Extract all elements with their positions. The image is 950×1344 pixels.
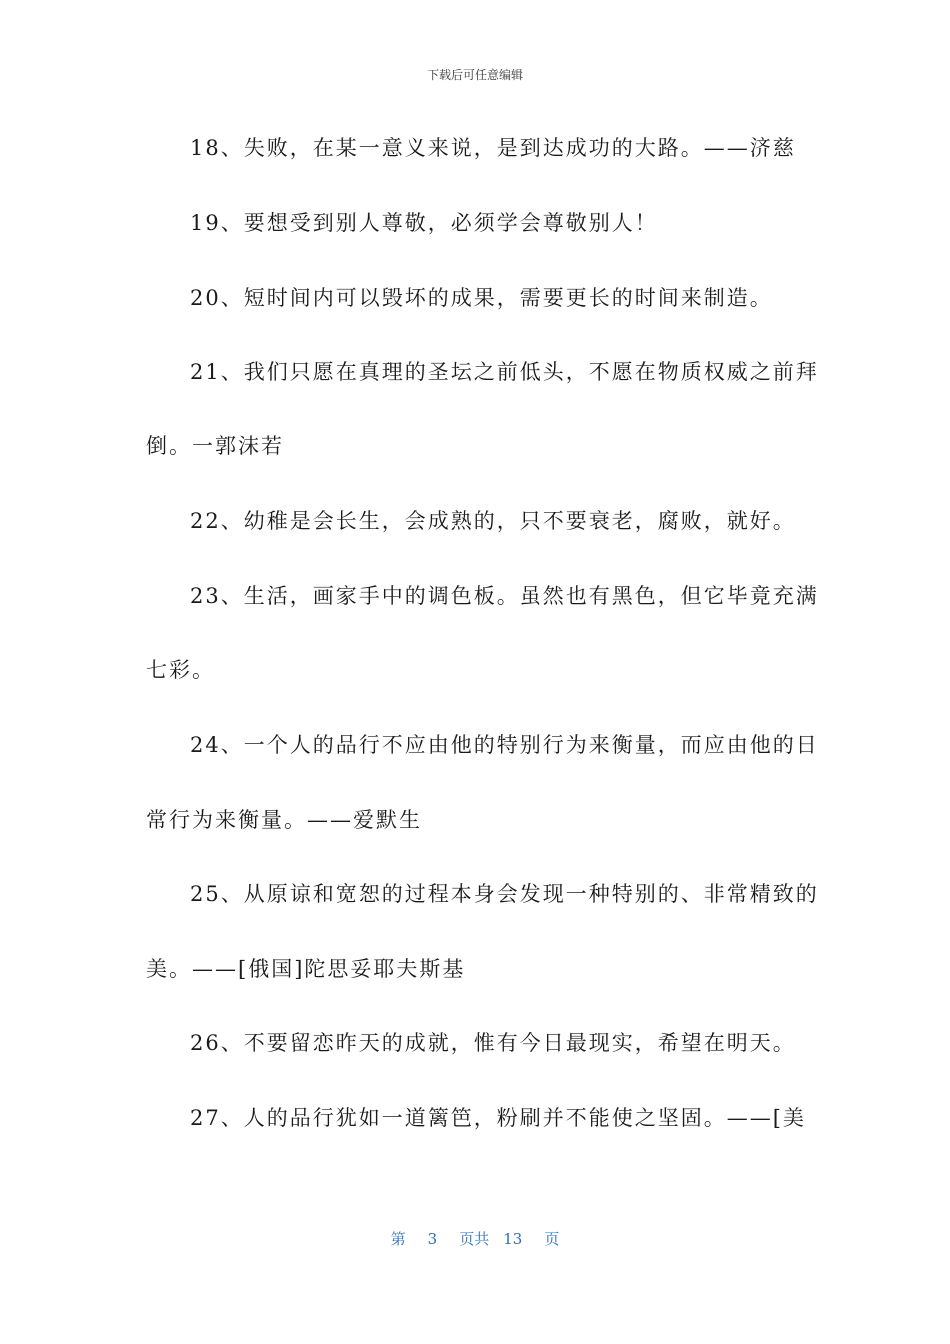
quote-line: 24、一个人的品行不应由他的特别行为来衡量，而应由他的日 — [190, 733, 819, 757]
quote-line: 20、短时间内可以毁坏的成果，需要更长的时间来制造。 — [190, 286, 773, 310]
quote-line: 19、要想受到别人尊敬，必须学会尊敬别人！ — [190, 211, 658, 235]
quote-line-continuation: 常行为来衡量。——爱默生 — [146, 808, 422, 832]
quote-line: 21、我们只愿在真理的圣坛之前低头，不愿在物质权威之前拜 — [190, 360, 819, 384]
page-label-suffix: 页 — [544, 1230, 560, 1248]
current-page-number: 3 — [427, 1230, 438, 1248]
quote-line: 23、生活，画家手中的调色板。虽然也有黑色，但它毕竟充满 — [190, 584, 819, 608]
quote-line: 25、从原谅和宽恕的过程本身会发现一种特别的、非常精致的 — [190, 882, 819, 906]
page-footer — [0, 1228, 950, 1249]
quote-line: 22、幼稚是会长生，会成熟的，只不要衰老，腐败，就好。 — [190, 509, 796, 533]
quote-line: 18、失败，在某一意义来说，是到达成功的大路。——济慈 — [190, 136, 796, 160]
quote-line: 26、不要留恋昨天的成就，惟有今日最现实，希望在明天。 — [190, 1031, 796, 1055]
page-label-mid: 页共 — [459, 1230, 490, 1248]
quote-line-continuation: 美。——[俄国]陀思妥耶夫斯基 — [146, 957, 466, 981]
page-label-prefix: 第 — [390, 1230, 406, 1248]
quote-line: 27、人的品行犹如一道篱笆，粉刷并不能使之坚固。——[美 — [190, 1106, 806, 1130]
quote-line-continuation: 七彩。 — [146, 658, 215, 682]
page-header: 下载后可任意编辑 — [426, 68, 523, 82]
total-pages-number: 13 — [503, 1230, 523, 1248]
quote-line-continuation: 倒。一郭沫若 — [146, 434, 284, 458]
